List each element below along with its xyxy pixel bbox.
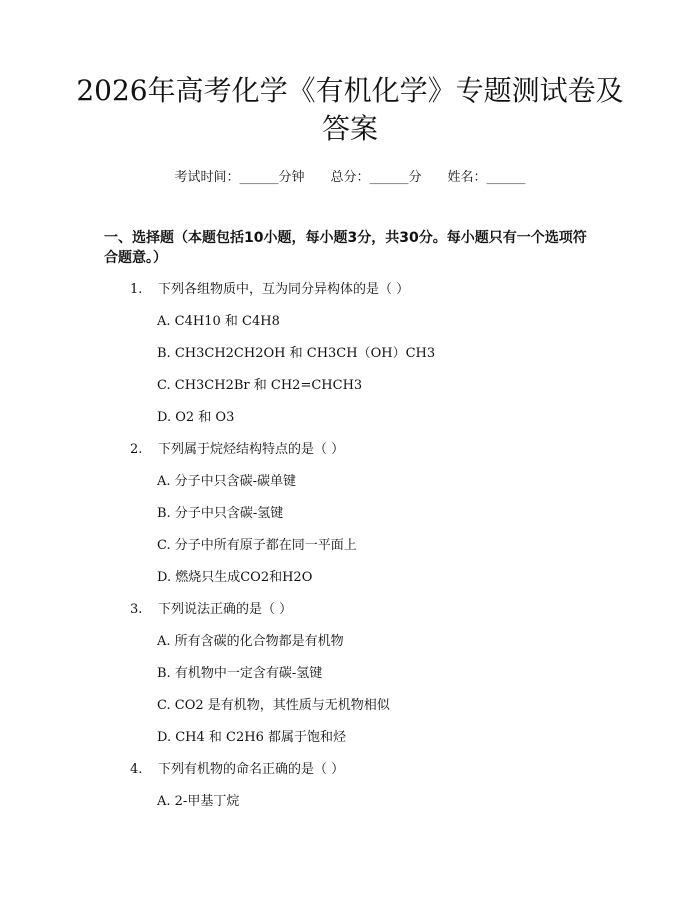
question-text: 下列说法正确的是（ ） xyxy=(158,602,293,617)
q2-option-d: D. 燃烧只生成CO2和H2O xyxy=(157,570,313,585)
q3-option-a: A. 所有含碳的化合物都是有机物 xyxy=(157,634,344,649)
exam-score-field: 总分：______分 xyxy=(330,170,422,185)
question-number: 3. xyxy=(130,602,143,617)
question-text: 下列有机物的命名正确的是（ ） xyxy=(158,762,345,777)
q1-option-a: A. C4H10 和 C4H8 xyxy=(157,314,280,329)
exam-time-field: 考试时间：______分钟 xyxy=(174,170,305,185)
q1-option-c: C. CH3CH2Br 和 CH2=CHCH3 xyxy=(157,378,363,393)
q3-option-c: C. CO2 是有机物，其性质与无机物相似 xyxy=(157,698,390,713)
question-text: 下列属于烷烃结构特点的是（ ） xyxy=(158,442,345,457)
question-number: 2. xyxy=(130,442,143,457)
section-heading: 一、选择题（本题包括10小题，每小题3分，共30分。每小题只有一个选项符合题意。） xyxy=(104,230,587,266)
q4-option-a: A. 2-甲基丁烷 xyxy=(157,794,240,809)
question-3 xyxy=(130,600,292,620)
q3-option-b: B. 有机物中一定含有碳-氢键 xyxy=(157,666,323,681)
exam-info xyxy=(0,168,700,188)
q2-option-a: A. 分子中只含碳-碳单键 xyxy=(157,474,297,489)
document-title: 2026年高考化学《有机化学》专题测试卷及答案 xyxy=(76,74,624,145)
q2-option-c: C. 分子中所有原子都在同一平面上 xyxy=(157,538,357,553)
question-number: 1. xyxy=(130,282,143,297)
q1-option-b: B. CH3CH2CH2OH 和 CH3CH（OH）CH3 xyxy=(157,346,436,361)
q3-option-d: D. CH4 和 C2H6 都属于饱和烃 xyxy=(157,730,347,745)
q1-option-d: D. O2 和 O3 xyxy=(157,410,235,425)
question-number: 4. xyxy=(130,762,143,777)
question-1 xyxy=(130,280,409,300)
question-text: 下列各组物质中，互为同分异构体的是（ ） xyxy=(158,282,410,297)
exam-name-field: 姓名：______ xyxy=(447,170,526,185)
question-4 xyxy=(130,760,344,780)
q2-option-b: B. 分子中只含碳-氢键 xyxy=(157,506,284,521)
question-2 xyxy=(130,440,344,460)
